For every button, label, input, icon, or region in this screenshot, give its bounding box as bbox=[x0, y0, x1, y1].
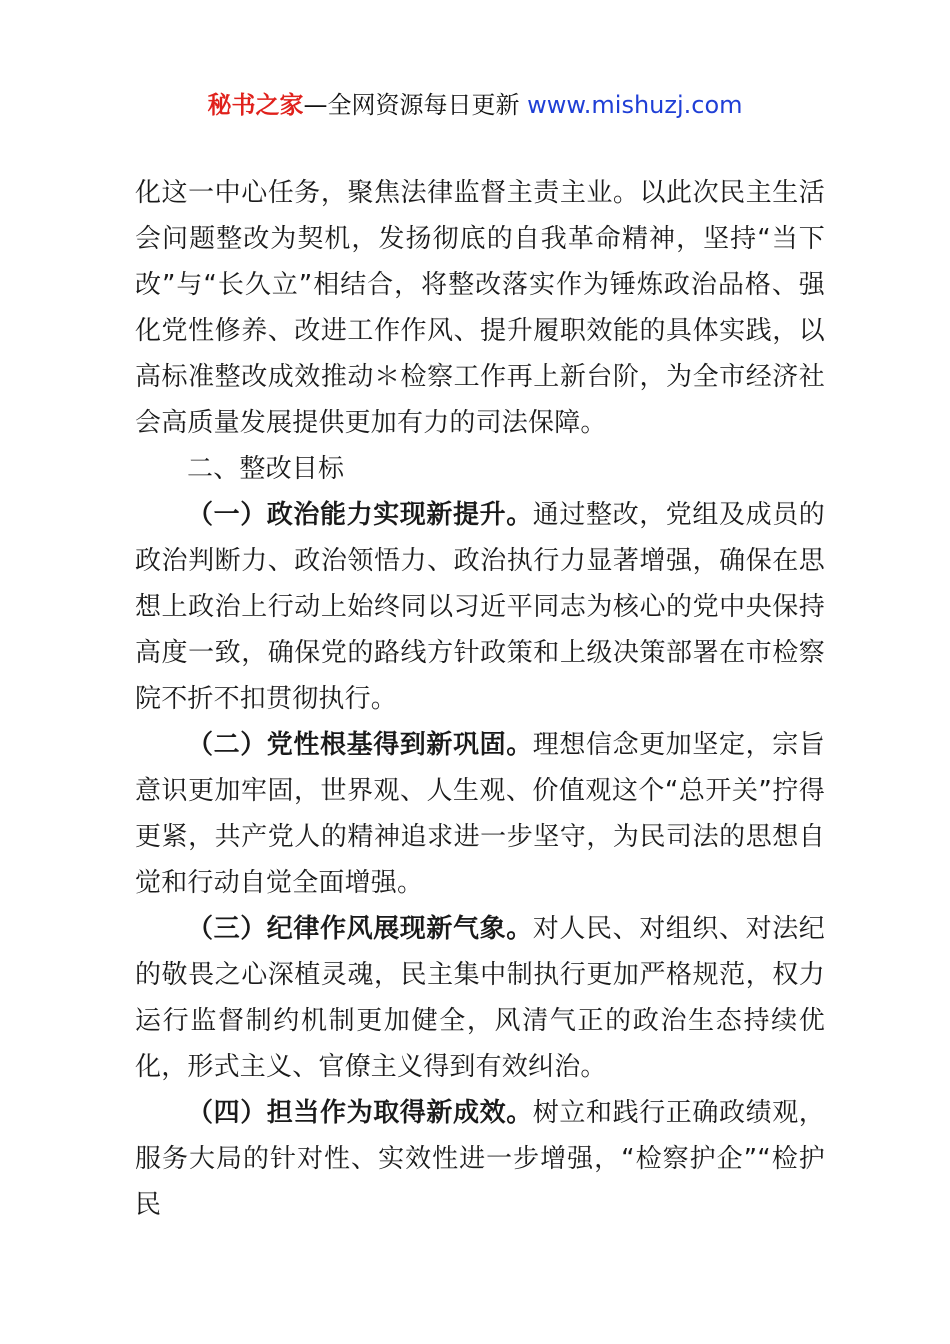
goal-text: 通过整改，党组及成员的政治判断力、政治领悟力、政治执行力显著增强，确保在思想上政治上行动上始终同以习近平同志为核心的党中央保持高度一致，确保党的路线方针政策和上级决策部署在市检察院不折不扣贯彻执行。 bbox=[135, 500, 825, 714]
section-heading: 二、整改目标 bbox=[187, 454, 345, 484]
site-header bbox=[0, 88, 950, 122]
goal-paragraph-3 bbox=[135, 906, 825, 1090]
goal-paragraph-4 bbox=[135, 1090, 825, 1228]
goal-title: （三）纪律作风展现新气象。 bbox=[187, 914, 533, 944]
goal-text: 树立和践行正确政绩观，服务大局的针对性、实效性进一步增强，“检察护企”“检护民 bbox=[135, 1098, 825, 1220]
goal-paragraph-2 bbox=[135, 722, 825, 906]
header-tagline: —全网资源每日更新 bbox=[303, 91, 528, 119]
goal-paragraph-1 bbox=[135, 492, 825, 722]
document-body bbox=[135, 170, 825, 1228]
goal-text: 理想信念更加坚定，宗旨意识更加牢固，世界观、人生观、价值观这个“总开关”拧得更紧，共产党人的精神追求进一步坚守，为民司法的思想自觉和行动自觉全面增强。 bbox=[135, 730, 825, 898]
goal-title: （四）担当作为取得新成效。 bbox=[187, 1098, 533, 1128]
goal-title: （一）政治能力实现新提升。 bbox=[187, 500, 533, 530]
brand-name: 秘书之家 bbox=[207, 91, 304, 119]
goal-text: 对人民、对组织、对法纪的敬畏之心深植灵魂，民主集中制执行更加严格规范，权力运行监督制约机制更加健全，风清气正的政治生态持续优化，形式主义、官僚主义得到有效纠治。 bbox=[135, 914, 825, 1082]
site-url-link[interactable]: www.mishuzj.com bbox=[527, 91, 743, 119]
goal-title: （二）党性根基得到新巩固。 bbox=[187, 730, 533, 760]
intro-paragraph: 化这一中心任务，聚焦法律监督主责主业。以此次民主生活会问题整改为契机，发扬彻底的自我革命精神，坚持“当下改”与“长久立”相结合，将整改落实作为锤炼政治品格、强化党性修养、改进工作作风、提升履职效能的具体实践，以高标准整改成效推动＊检察工作再上新台阶，为全市经济社会高质量发展提供更加有力的司法保障。 bbox=[135, 178, 825, 438]
